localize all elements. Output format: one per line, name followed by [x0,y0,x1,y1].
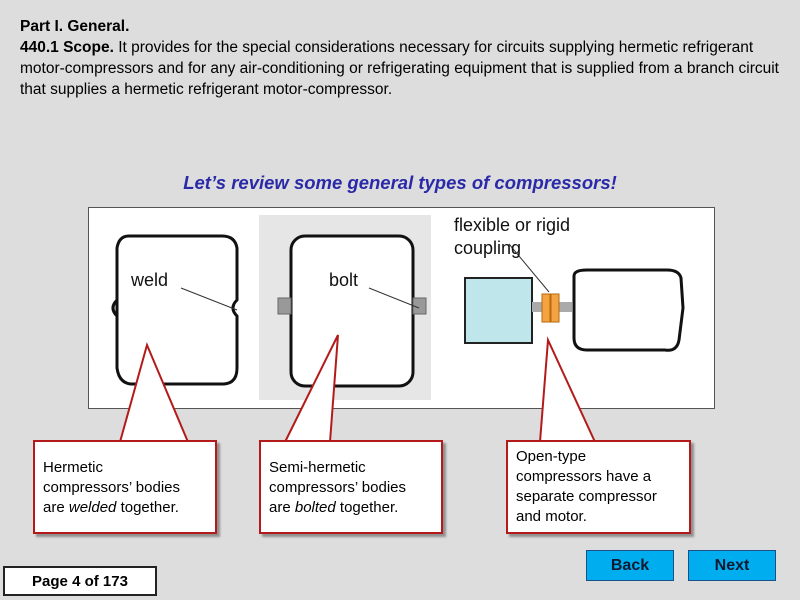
semi-hermetic-body [291,236,413,386]
open-type-callout [506,440,691,534]
semi-hermetic-line2: compressors’ bodies [269,479,406,496]
semi-hermetic-callout [259,440,443,534]
coupling-left [542,294,550,322]
review-heading: Let’s review some general types of compressors! [183,172,617,193]
hermetic-line2: compressors’ bodies [43,479,180,496]
page-indicator: Page 4 of 173 [3,566,157,596]
coupling-label [454,214,570,260]
hermetic-callout [33,440,217,534]
coupling-label-line1: flexible or rigid [454,215,571,235]
motor-body [574,270,683,350]
section-label: 440.1 Scope. [20,39,114,56]
compressor-figure [88,207,715,409]
compressor-diagram [89,208,714,408]
weld-label: weld [131,270,169,290]
open-type-line2: compressors have a [516,468,652,485]
coupling-label-line2: coupling [454,238,522,258]
compressor-block [465,278,532,343]
next-button[interactable]: Next [688,550,776,581]
bolt-flange-left [278,298,291,314]
hermetic-line1: Hermetic [43,459,104,476]
scope-text [20,16,790,100]
hermetic-body [117,236,237,384]
open-type-line4: and motor. [516,508,587,525]
semi-hermetic-line1: Semi-hermetic [269,459,366,476]
part-heading: Part I. General. [20,18,130,35]
open-type-line3: separate compressor [516,488,657,505]
back-button[interactable]: Back [586,550,674,581]
coupling-right [551,294,559,322]
scope-body: It provides for the special considerations necessary for circuits supplying hermetic refrigerant motor-compressors and for any air-conditioning or refrigerating equipment that is supplied from a branch circuit that supplies a hermetic refrigerant motor-compressor. [20,39,779,98]
bolt-label: bolt [329,270,359,290]
hermetic-line3: are welded together. [43,499,179,516]
semi-hermetic-line3: are bolted together. [269,499,399,516]
open-type-line1: Open-type [516,448,587,465]
